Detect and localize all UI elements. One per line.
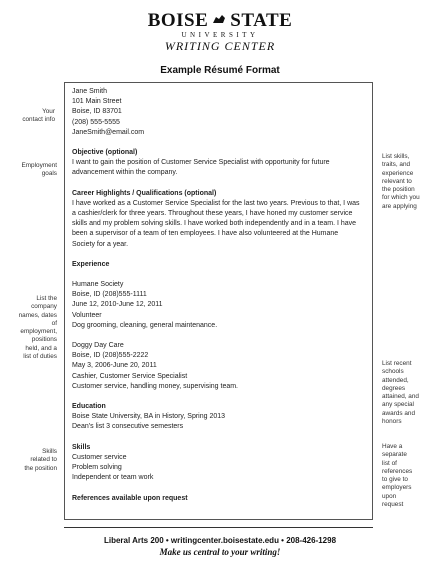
skill-line: Independent or team work — [72, 474, 154, 482]
skill-line: Problem solving — [72, 464, 122, 472]
footer-divider — [64, 527, 373, 528]
logo — [0, 10, 440, 32]
note-schools: List recent schools attended, degrees attained, and any special awards and honors — [382, 360, 419, 426]
contact-line: Jane Smith — [72, 88, 108, 95]
objective-line: advancement within the company. — [72, 169, 178, 177]
job-line: May 3, 2006-June 20, 2011 — [72, 362, 157, 370]
experience-heading: Experience — [72, 260, 110, 268]
contact-line: JaneSmith@email.com — [72, 128, 145, 136]
logo-right-word: STATE — [230, 10, 293, 31]
logo-writing-center: WRITING CENTER — [164, 39, 276, 53]
note-goals: Employment goals — [21, 162, 57, 178]
skill-line: Customer service — [72, 453, 127, 461]
note-references: Have a separate list of references to give to employers upon request — [382, 443, 413, 509]
resume-content — [72, 87, 372, 504]
job-line: Dog grooming, cleaning, general maintenance. — [72, 321, 218, 329]
career-heading: Career Highlights / Qualifications (optional) — [72, 189, 217, 197]
career-line: Society for a year. — [72, 240, 129, 248]
career-line: skills and my problem solving skills. I have worked both independently and in a team. I have — [72, 220, 357, 228]
contact-block — [72, 87, 372, 138]
footer-contact: Liberal Arts 200 • writingcenter.boisestate.edu • 208-426-1298 — [103, 536, 337, 545]
skills-heading: Skills — [72, 443, 91, 451]
footer-tagline: Make us central to your writing! — [159, 547, 281, 557]
job-line: Boise, ID (208)555-2222 — [72, 352, 149, 360]
career-line: I have worked as a Customer Service Specialist for the last two years. Previous to that, I was — [72, 199, 360, 207]
job-line: Doggy Day Care — [72, 342, 124, 350]
objective-heading: Objective (optional) — [72, 149, 138, 157]
note-traits: List skills, traits, and experience relevant to the position for which you are applying — [382, 153, 420, 210]
job-line: June 12, 2010-June 12, 2011 — [72, 301, 163, 309]
contact-line: Boise, ID 83701 — [72, 108, 122, 116]
career-line: been a supervisor of a team of ten employees. I have also volunteered at the Humane — [72, 230, 339, 238]
note-contact: Your contact info — [22, 108, 55, 124]
education-heading: Education — [72, 403, 106, 411]
references-line: References available upon request — [72, 494, 188, 502]
job-line: Boise, ID (208)555-1111 — [72, 291, 147, 299]
logo-left-word: BOISE — [147, 10, 209, 31]
objective-line: I want to gain the position of Customer Service Specialist with opportunity for future — [72, 159, 330, 167]
job-line: Cashier, Customer Service Specialist — [72, 372, 188, 380]
page-title: Example Résumé Format — [160, 65, 280, 76]
education-line: Dean’s list 3 consecutive semesters — [72, 423, 184, 431]
note-company: List the company names, dates of employment, positions held, and a list of duties — [18, 295, 57, 361]
career-line: a cashier/clerk for three years. Throughout these years, I have honed my customer service — [72, 210, 353, 218]
job-line: Volunteer — [72, 311, 102, 319]
note-skills: Skills related to the position — [24, 448, 57, 472]
contact-line: (208) 555-5555 — [72, 118, 120, 126]
job-line: Humane Society — [72, 281, 124, 289]
education-line: Boise State University, BA in History, Spring 2013 — [72, 413, 226, 421]
logo-university: UNIVERSITY — [181, 31, 259, 39]
contact-line: 101 Main Street — [72, 98, 122, 106]
bronco-icon — [212, 14, 226, 24]
job-line: Customer service, handling money, supervising team. — [72, 382, 239, 390]
